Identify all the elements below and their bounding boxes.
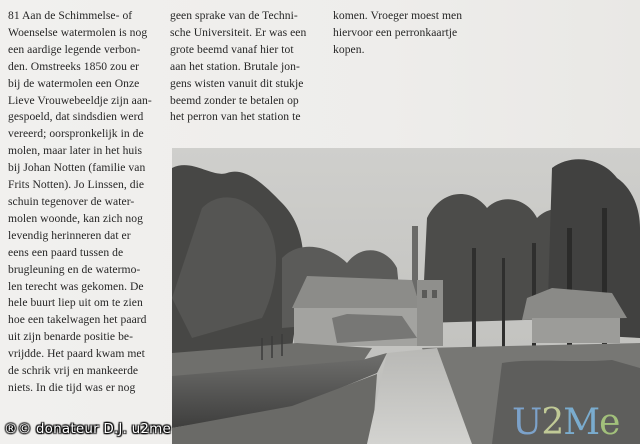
logo-letter: M [563,402,600,443]
text-line: eens een paard tussen de [8,245,124,259]
watermill-photo [172,148,640,444]
text-line: aan het station. Brutale jon- [170,59,300,73]
logo-letter: U [512,402,542,443]
text-line: uit zijn benarde positie be- [8,330,134,344]
text-line: vereerd; oorspronkelijk in de [8,127,144,141]
text-line: gens wisten vanuit dit stukje [170,76,304,90]
text-line: bij Johan Notten (familie van [8,161,146,175]
text-line: levendig herinneren dat er [8,228,131,242]
text-line: de schrik vrij en mankeerde [8,364,139,378]
logo-letter: e [599,402,620,443]
text-line: hoe een takelwagen het paard [8,313,147,327]
text-line: den. Omstreeks 1850 zou er [8,59,140,73]
text-line: len terecht was gekomen. De [8,279,144,293]
text-line: sche Universiteit. Er was een [170,25,307,39]
logo-letter: 2 [541,402,564,443]
text-line: Woenselse watermolen is nog [8,25,148,39]
text-line: hiervoor een perronkaartje [333,25,458,39]
text-line: het perron van het station te [170,110,301,124]
text-column-1 [8,8,160,397]
u2me-logo [512,403,638,443]
text-line: vrijdde. Het paard kwam met [8,347,145,361]
text-line: hele buurt liep uit om te zien [8,296,143,310]
text-line: molen woonde, kan zich nog [8,211,143,225]
text-line: 81 Aan de Schimmelse- of [8,9,133,22]
text-line: schuin tegenover de water- [8,194,135,208]
text-line: molen, maar later in het huis [8,144,143,158]
text-line: een aardige legende verbon- [8,42,141,56]
text-line: bij de watermolen een Onze [8,76,140,90]
text-line: Lieve Vrouwebeeldje zijn aan- [8,93,152,107]
text-line: Frits Notten). Jo Linssen, die [8,178,145,192]
text-line: kopen. [333,42,365,56]
text-line: grote beemd vanaf hier tot [170,42,294,56]
text-line: komen. Vroeger moest men [333,9,463,22]
text-line: beemd zonder te betalen op [170,93,299,107]
photo-credit: ®© donateur D.J. u2me [4,421,171,437]
text-line: brugleuning en de watermo- [8,262,141,276]
text-line: niets. In die tijd was er nog [8,380,136,394]
text-line: geen sprake van de Techni- [170,9,298,22]
text-column-3 [333,8,483,59]
text-line: gespoeld, dat sindsdien werd [8,110,144,124]
text-column-2 [170,8,320,126]
